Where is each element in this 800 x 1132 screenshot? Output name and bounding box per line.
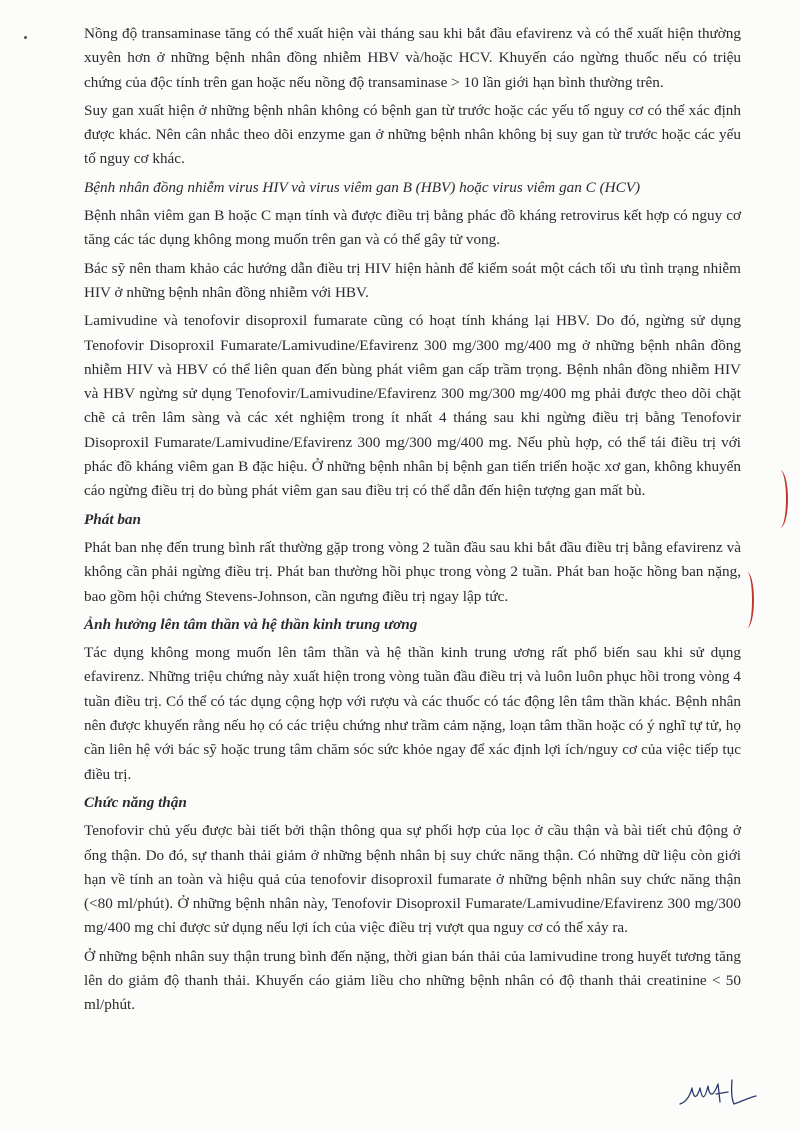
document-body	[84, 22, 741, 1022]
paragraph-rash: Phát ban nhẹ đến trung bình rất thường gặp trong vòng 2 tuần đầu sau khi bắt đầu điều trị bằng efavirenz và không cần phải ngừng điều trị. Phát ban thường hồi phục trong vòng 2 tuần. Phát ban hoặc hồng ban nặng, bao gồm hội chứng Stevens-Johnson, cần ngưng điều trị ngay lập tức.	[84, 538, 741, 605]
heading-rash: Phát ban	[84, 510, 141, 528]
handwritten-initials-signature	[676, 1074, 772, 1114]
paragraph-hbv-activity: Lamivudine và tenofovir disoproxil fumarate cũng có hoạt tính kháng lại HBV. Do đó, ngừng sử dụng Tenofovir Disoproxil Fumarate/Lamivudine/Efavirenz 300 mg/300 mg/400 mg ở những bệnh nhân đồng nhiễm HIV và HBV có thể liên quan đến bùng phát viêm gan cấp trầm trọng. Bệnh nhân đồng nhiễm HIV và HBV ngừng sử dụng Tenofovir/Lamivudine/Efavirenz 300 mg/300 mg/400 mg phải được theo dõi chặt chẽ cả trên lâm sàng và các xét nghiệm trong ít nhất 4 tháng sau khi ngừng điều trị bằng Tenofovir Disoproxil Fumarate/Lamivudine/Efavirenz 300 mg/300 mg/400 mg. Nếu phù hợp, có thể tái điều trị với phác đồ kháng viêm gan B đặc hiệu. Ở những bệnh nhân bị bệnh gan tiến triển hoặc xơ gan, không khuyến cáo ngừng điều trị do bùng phát viêm gan sau điều trị có thể dẫn đến hiện tượng gan mất bù.	[84, 312, 741, 500]
red-pen-bracket-1	[772, 470, 788, 528]
paragraph-renal-excretion: Tenofovir chủ yếu được bài tiết bởi thận thông qua sự phối hợp của lọc ở cầu thận và bài tiết chủ động ở ống thận. Do đó, sự thanh thải giảm ở những bệnh nhân bị suy chức năng thận. Có những dữ liệu còn giới hạn về tính an toàn và hiệu quả của tenofovir disoproxil fumarate ở những bệnh nhân suy chức năng thận (<80 ml/phút). Ở những bệnh nhân này, Tenofovir Disoproxil Fumarate/Lamivudine/Efavirenz 300 mg/300 mg/400 mg chỉ được sử dụng nếu lợi ích của việc điều trị vượt qua nguy cơ có thể xảy ra.	[84, 822, 741, 937]
scan-speck	[24, 36, 27, 39]
heading-psychiatric: Ảnh hưởng lên tâm thần và hệ thần kinh trung ương	[84, 615, 418, 633]
subheading-coinfection: Bệnh nhân đồng nhiễm virus HIV và virus viêm gan B (HBV) hoặc virus viêm gan C (HCV)	[84, 178, 641, 196]
heading-renal: Chức năng thận	[84, 793, 187, 811]
paragraph-guidelines: Bác sỹ nên tham khảo các hướng dẫn điều trị HIV hiện hành để kiểm soát một cách tối ưu tình trạng nhiễm HIV ở những bệnh nhân đồng nhiễm với HBV.	[84, 259, 741, 301]
paragraph-renal-dose: Ở những bệnh nhân suy thận trung bình đến nặng, thời gian bán thải của lamivudine trong huyết tương tăng lên do giảm độ thanh thải. Khuyến cáo giảm liều cho những bệnh nhân có độ thanh thải creatinine < 50 ml/phút.	[84, 947, 741, 1014]
paragraph-transaminase: Nồng độ transaminase tăng có thể xuất hiện vài tháng sau khi bắt đầu efavirenz và có thể xuất hiện thường xuyên hơn ở những bệnh nhân đồng nhiễm HBV và/hoặc HCV. Khuyến cáo ngừng thuốc nếu có triệu chứng của độc tính trên gan hoặc nếu nồng độ transaminase > 10 lần giới hạn bình thường trên.	[84, 25, 741, 91]
paragraph-hepatitis-risk: Bệnh nhân viêm gan B hoặc C mạn tính và được điều trị bằng phác đồ kháng retrovirus kết hợp có nguy cơ tăng các tác dụng không mong muốn trên gan và có thể gây tử vong.	[84, 207, 741, 249]
paragraph-liver-failure: Suy gan xuất hiện ở những bệnh nhân không có bệnh gan từ trước hoặc các yếu tố nguy cơ có thể xác định được khác. Nên cân nhắc theo dõi enzyme gan ở những bệnh nhân không bị suy gan từ trước hoặc các yếu tố nguy cơ khác.	[84, 101, 741, 168]
red-pen-bracket-2	[740, 572, 754, 628]
paragraph-psychiatric: Tác dụng không mong muốn lên tâm thần và hệ thần kinh trung ương rất phổ biến sau khi sử dụng efavirenz. Những triệu chứng này xuất hiện trong vòng tuần đầu điều trị và luôn luôn phục hồi trong vòng 4 tuần điều trị. Có thể có tác dụng cộng hợp với rượu và các thuốc có tác động lên tâm thần khác. Bệnh nhân nên được khuyến rằng nếu họ có các triệu chứng như trầm cảm nặng, loạn tâm thần hoặc có ý nghĩ tự tử, họ cần liên hệ với bác sỹ hoặc trung tâm chăm sóc sức khỏe ngay để xác định lợi ích/nguy cơ của việc tiếp tục điều trị.	[84, 644, 741, 783]
